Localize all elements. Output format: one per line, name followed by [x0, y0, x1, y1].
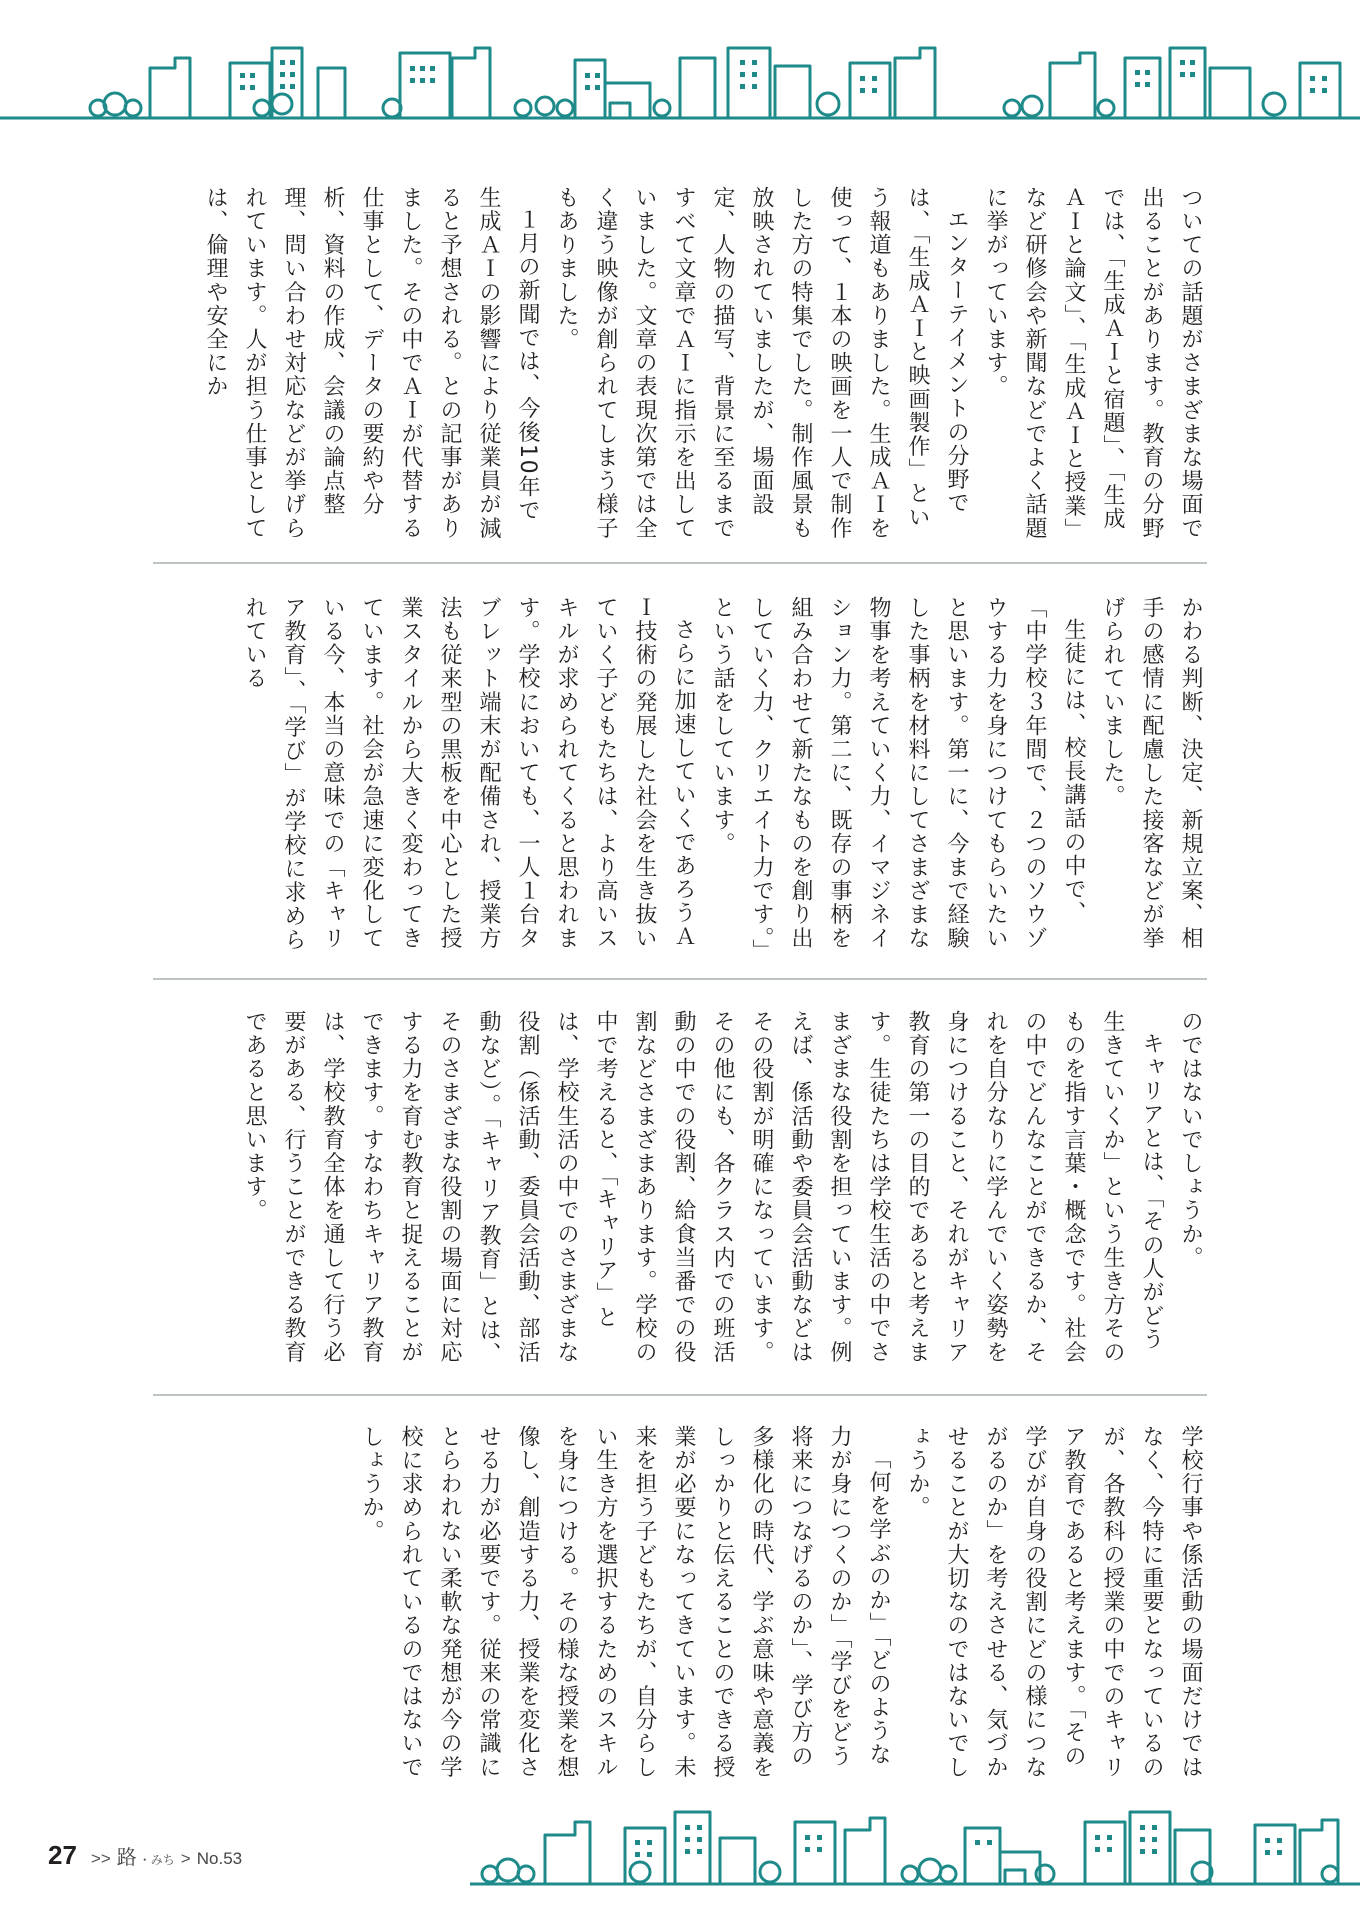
magazine-title: 路	[116, 1847, 137, 1869]
article-section-1	[150, 186, 1210, 544]
section-divider	[153, 562, 1207, 564]
paragraph: 学校行事や係活動の場面だけではなく、今特に重要となっているのが、各教科の授業の中でのキャリア教育であると考えます。「その学びが自身の役割にどの様につながるのか」を考えさせる、気づかせることが大切なのではないでしょうか。	[905, 1425, 1203, 1779]
section-divider	[153, 1394, 1207, 1396]
paragraph: １月の新聞では、今後10年で生成ＡＩの影響により従業員が減ると予想される。との記事がありました。その中でＡＩが代替する仕事として、データの要約や分析、資料の作成、会議の論点整理、問い合わせ対応などが挙げられています。人が担う仕事としては、倫理や安全にか	[203, 186, 540, 540]
paragraph: ついての話題がさまざまな場面で出ることがあります。教育の分野では、「生成ＡＩと宿題」、「生成ＡＩと論文」、「生成ＡＩと授業」など研修会や新聞などでよく話題に挙がっています。	[983, 186, 1203, 542]
page-number: 27	[48, 1840, 77, 1870]
city-skyline-decoration-top	[0, 38, 1360, 124]
article-section-3	[150, 1010, 1210, 1368]
paragraph: エンターテイメントの分野では、「生成ＡＩと映画製作」という報道もありました。生成ＡＩを使って、１本の映画を一人で制作した方の特集でした。制作風景も放映されていましたが、場面設定、人物の描写、背景に至るまですべて文章でＡＩに指示を出していました。文章の表現次第では全く違う映像が創られてしまう様子もありました。	[554, 186, 969, 540]
building-shapes	[150, 48, 1340, 118]
city-skyline-icon	[0, 38, 1360, 124]
magazine-subtitle: ・みち	[138, 1853, 175, 1867]
section-divider	[153, 978, 1207, 980]
paragraph: 「何を学ぶのか」「どのような力が身につくのか」「学びをどう将来につなげるのか」、学び方の多様化の時代、学ぶ意味や意義をしっかりと伝えることのできる授業が必要になってきています。未来を担う子どもたちが、自分らしい生き方を選択するためのスキルを身につける。その様な授業を想像し、創造する力、授業を変化させる力が必要です。従来の常識にとらわれない柔軟な発想が今の学校に求められているのではないでしょうか。	[359, 1425, 891, 1779]
article-section-2	[150, 596, 1210, 954]
paragraph: 生徒には、校長講話の中で、「中学校３年間で、２つのソウゾウする力を身につけてもらいたいと思います。第一に、今まで経験した事柄を材料にしてさまざまな物事を考えていく力、イマジネイション力。第二に、既存の事柄を組み合わせて新たなものを創り出していく力、クリエイト力です。」という話をしています。	[710, 596, 1086, 952]
issue-number: No.53	[196, 1849, 243, 1868]
paragraph: のではないでしょうか。	[1178, 1010, 1203, 1270]
paragraph: キャリアとは、「その人がどう生きていくか」という生き方そのものを指す言葉・概念です。社会の中でどんなことができるか、それを自分なりに学んでいく姿勢を身につけること、それがキャリア教育の第一の目的であると考えます。生徒たちは学校生活の中でさまざまな役割を担っています。例えば、係活動や委員会活動などはその役割が明確になっています。その他にも、各クラス内での班活動の中での役割、給食当番での役割などさまざまあります。学校の中で考えると、「キャリア」とは、学校生活の中でのさまざまな役割（係活動、委員会活動、部活動など）。「キャリア教育」とは、そのさまざまな役割の場面に対応する力を育む教育と捉えることができます。すなわちキャリア教育は、学校教育全体を通して行う必要がある、行うことができる教育であると思います。	[242, 1010, 1164, 1366]
article-section-4	[150, 1425, 1210, 1783]
paragraph: かわる判断、決定、新規立案、相手の感情に配慮した接客などが挙げられていました。	[1100, 596, 1203, 950]
footer-separator: >	[180, 1849, 191, 1868]
footer-separator: >>	[90, 1849, 111, 1868]
paragraph: さらに加速していくであろうＡＩ技術の発展した社会を生き抜いていく子どもたちは、より高いスキルが求められてくると思われます。学校においても、一人１台タブレット端末が配備され、授業方法も従来型の黒板を中心とした授業スタイルから大きく変わってきています。社会が急速に変化している今、本当の意味での「キャリア教育」、「学び」が学校に求められている	[242, 596, 696, 952]
page-footer	[48, 1840, 242, 1880]
